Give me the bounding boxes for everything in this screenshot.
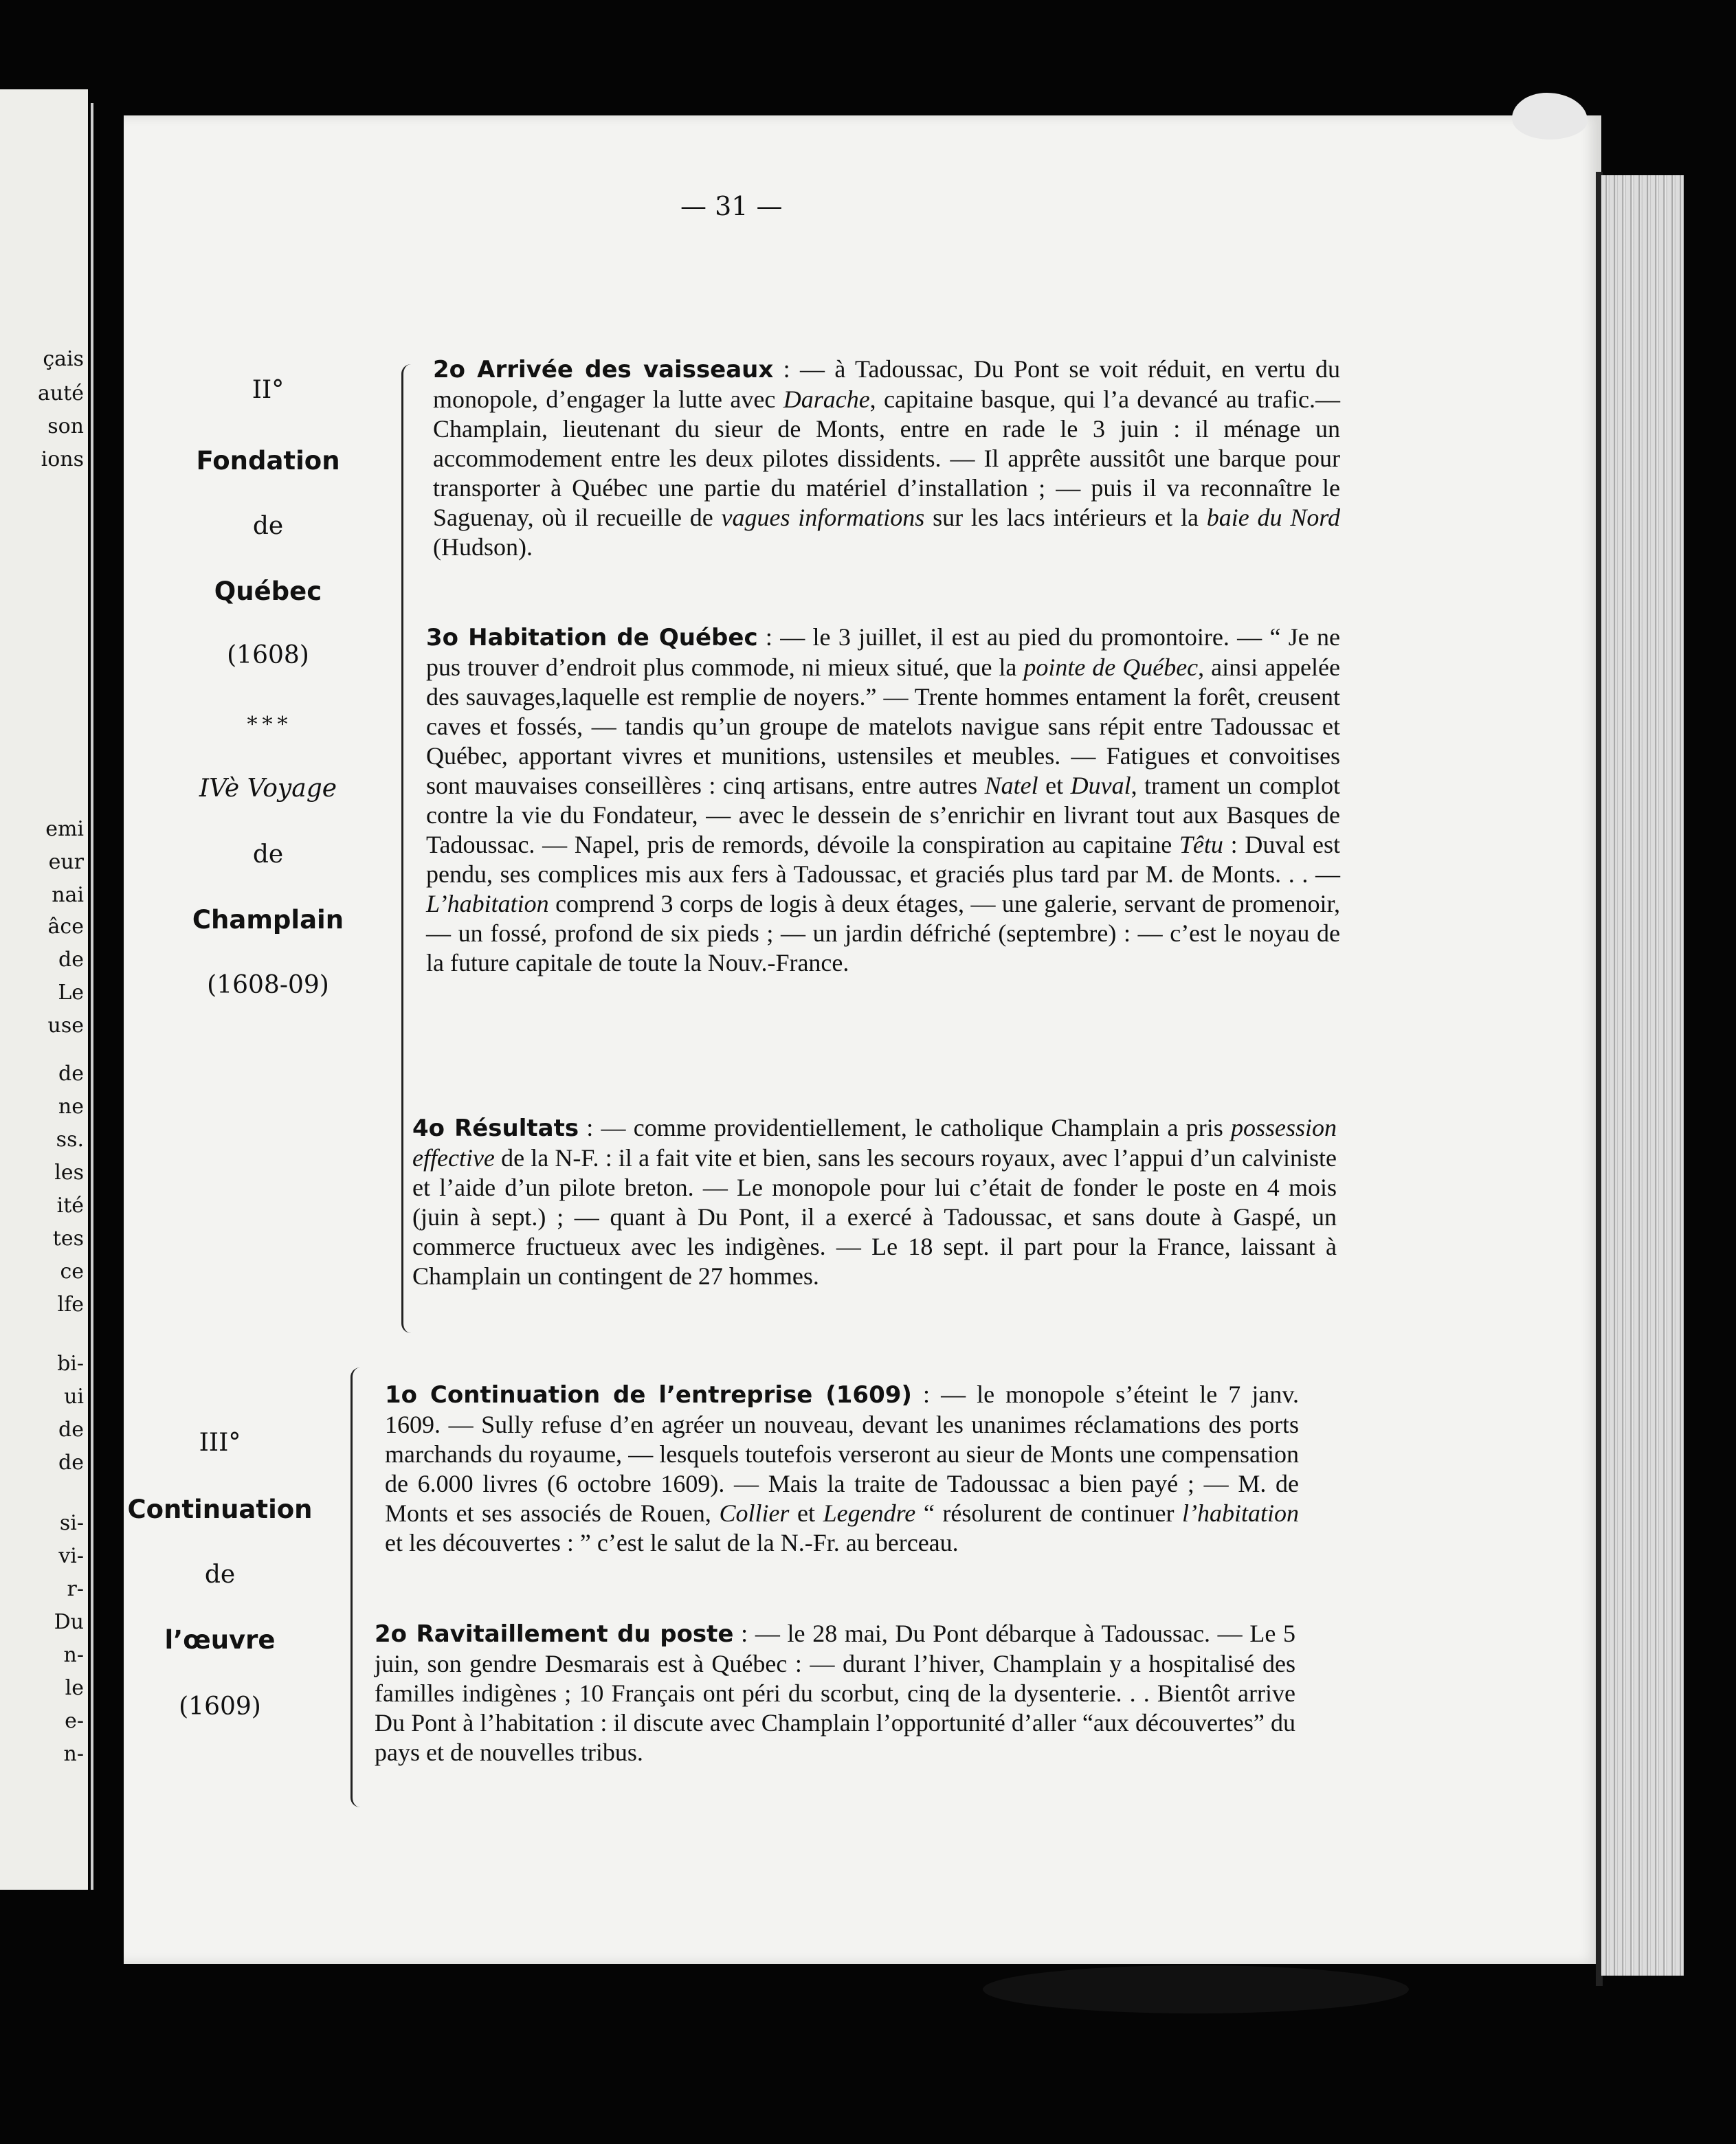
left-fragment: de <box>58 1418 84 1442</box>
left-fragment: n- <box>63 1742 84 1766</box>
left-fragment: ité <box>56 1194 84 1218</box>
section-heading: 2o Ravitaillement du poste <box>375 1620 734 1648</box>
left-fragment: emi <box>45 817 84 841</box>
page-number: — 31 — <box>680 191 783 221</box>
margin-part3-numeral: III° <box>199 1429 241 1457</box>
gutter-line <box>91 103 93 1890</box>
left-fragment: r- <box>67 1577 84 1601</box>
section-ravitaillement-poste: 2o Ravitaillement du poste : — le 28 mai, Du Pont débarque à Tadoussac. — Le 5 juin, son gendre Desmarais est à Québec : — durant l’hiver, Champlain y a hospitalisé des familles indigènes ; 10 Français ont péri du scorbut, cinq de la dysenterie. . . Bientôt arrive Du Pont à l’habitation : il discute avec Champlain l’opportunité d’aller “aux découvertes” du pays et de nouvelles tribus. <box>375 1620 1296 1766</box>
margin-part3-work: l’œuvre <box>164 1625 276 1655</box>
left-fragment: ne <box>58 1095 84 1119</box>
section-heading: 1o Continuation de l’entreprise (1609) <box>385 1381 912 1409</box>
margin-champlain: Champlain <box>192 905 344 935</box>
left-fragment: de <box>58 948 84 972</box>
left-fragment: Du <box>54 1610 84 1634</box>
left-fragment: eur <box>48 850 84 874</box>
section-arrivee-vaisseaux: 2o Arrivée des vaisseaux : — à Tadoussac, Du Pont se voit réduit, en vertu du monopole, d’engager la lutte avec Darache, capitaine basque, qui l’a devancé au trafic.—Champlain, lieutenant du sieur de Monts, entre en rade le 3 juin : il ménage un accommodement entre les deux pilotes dissidents. — Il apprête aussitôt une barque pour transporter à Québec une partie du matériel d’installation ; — puis il va reconnaître le Saguenay, où il recueille de vagues informations sur les lacs intérieurs et la baie du Nord (Hudson). <box>433 355 1341 561</box>
left-fragment: vi- <box>58 1544 84 1568</box>
margin-voyage: IVè Voyage <box>199 774 337 803</box>
margin-part2-de: de <box>252 512 284 540</box>
margin-part2-place: Québec <box>214 577 322 606</box>
left-fragment: Le <box>58 981 84 1005</box>
bracket-part3 <box>350 1367 365 1807</box>
section-continuation-entreprise: 1o Continuation de l’entreprise (1609) : — le monopole s’éteint le 7 janv. 1609. — Sully refuse d’en agréer un nouveau, devant les unanimes réclamations des ports marchands du royaume, — lesquels toutefois verseront au sieur de Monts une compensation de 6.000 livres (6 octobre 1609). — Mais la traite de Tadoussac a bien payé ; — M. de Monts et ses associés de Rouen, Collier et Legendre “ résolurent de continuer l’habitation et les découvertes : ” c’est le salut de la N.-Fr. au berceau. <box>385 1381 1300 1556</box>
margin-part2-year: (1608) <box>227 641 309 669</box>
section-heading: 4o Résultats <box>412 1115 579 1142</box>
margin-part3-year: (1609) <box>179 1693 261 1721</box>
left-fragment: lfe <box>57 1293 84 1317</box>
left-fragment: çais <box>43 347 84 371</box>
left-fragment: les <box>54 1161 84 1185</box>
left-fragment: âce <box>47 915 84 939</box>
left-fragment: ui <box>64 1385 84 1409</box>
left-fragment: le <box>65 1676 84 1700</box>
section-habitation-quebec: 3o Habitation de Québec : — le 3 juillet, il est au pied du promontoire. — “ Je ne pus trouver d’endroit plus commode, ni mieux situé, que la pointe de Québec, ainsi appelée des sauvages,laquelle est remplie de noyers.” — Trente hommes entament la forêt, creusent caves et fossés, — tandis qu’un groupe de matelots navigue sans répit entre Tadoussac et Québec, apportant vivres et munitions, ustensiles et meubles. — Fatigues et convoitises sont mauvaises conseillères : cinq artisans, entre autres Natel et Duval, trament un complot contre la vie du Fondateur, — avec le dessein de s’enrichir en livrant tout aux Basques de Tadoussac. — Napel, pris de remords, dévoile la conspiration au capitaine Têtu : Duval est pendu, ses complices mis aux fers à Tadoussac, et graciés plus tard par M. de Monts. . . — L’habitation comprend 3 corps de logis à deux étages, — une galerie, servant de promenoir, — un fossé, profond de six pieds ; — un jardin défriché (septembre) : — c’est le noyau de la future capitale de toute la Nouv.-France. <box>426 623 1341 976</box>
left-fragment: e- <box>65 1709 84 1733</box>
section-heading: 2o Arrivée des vaisseaux <box>433 356 774 383</box>
left-fragment: tes <box>52 1227 84 1251</box>
margin-part2-numeral: II° <box>252 376 285 404</box>
section-resultats: 4o Résultats : — comme providentiellement, le catholique Champlain a pris possession effective de la N-F. : il a fait vite et bien, sans les secours royaux, avec l’appui d’un calviniste et l’aide d’un pilote breton. — Le monopole pour lui c’était de fonder le poste en 4 mois (juin à sept.) ; — quant à Du Pont, il a exercé à Tadoussac, et sans doute à Gaspé, un commerce fructueux avec les indigènes. — Le 18 sept. il part pour la France, laissant à Champlain un contingent de 27 hommes. <box>412 1114 1337 1290</box>
left-fragment: si- <box>59 1511 84 1535</box>
left-fragment: auté <box>37 381 84 405</box>
margin-voyage-years: (1608-09) <box>207 971 329 999</box>
margin-asterism: * * * <box>247 713 289 737</box>
section-heading: 3o Habitation de Québec <box>426 624 758 651</box>
margin-part2-title: Fondation <box>196 446 340 476</box>
left-fragment: de <box>58 1451 84 1475</box>
page-stack-edges <box>1601 175 1684 1976</box>
left-fragment: use <box>47 1014 84 1038</box>
page-fold-shadow <box>983 1965 1409 2013</box>
margin-part3-de: de <box>204 1561 236 1589</box>
left-fragment: n- <box>63 1643 84 1667</box>
left-fragment: ss. <box>56 1128 84 1152</box>
left-fragment: ce <box>60 1260 84 1284</box>
margin-part3-title: Continuation <box>127 1495 313 1524</box>
left-fragment: de <box>58 1062 84 1086</box>
left-fragment: son <box>47 414 84 438</box>
scan-smudge <box>1512 93 1588 139</box>
left-fragment: bi- <box>57 1352 84 1376</box>
margin-voyage-de: de <box>252 840 284 869</box>
left-fragment: ions <box>41 447 84 471</box>
left-fragment: nai <box>52 883 84 907</box>
left-page-edge <box>0 89 88 1890</box>
